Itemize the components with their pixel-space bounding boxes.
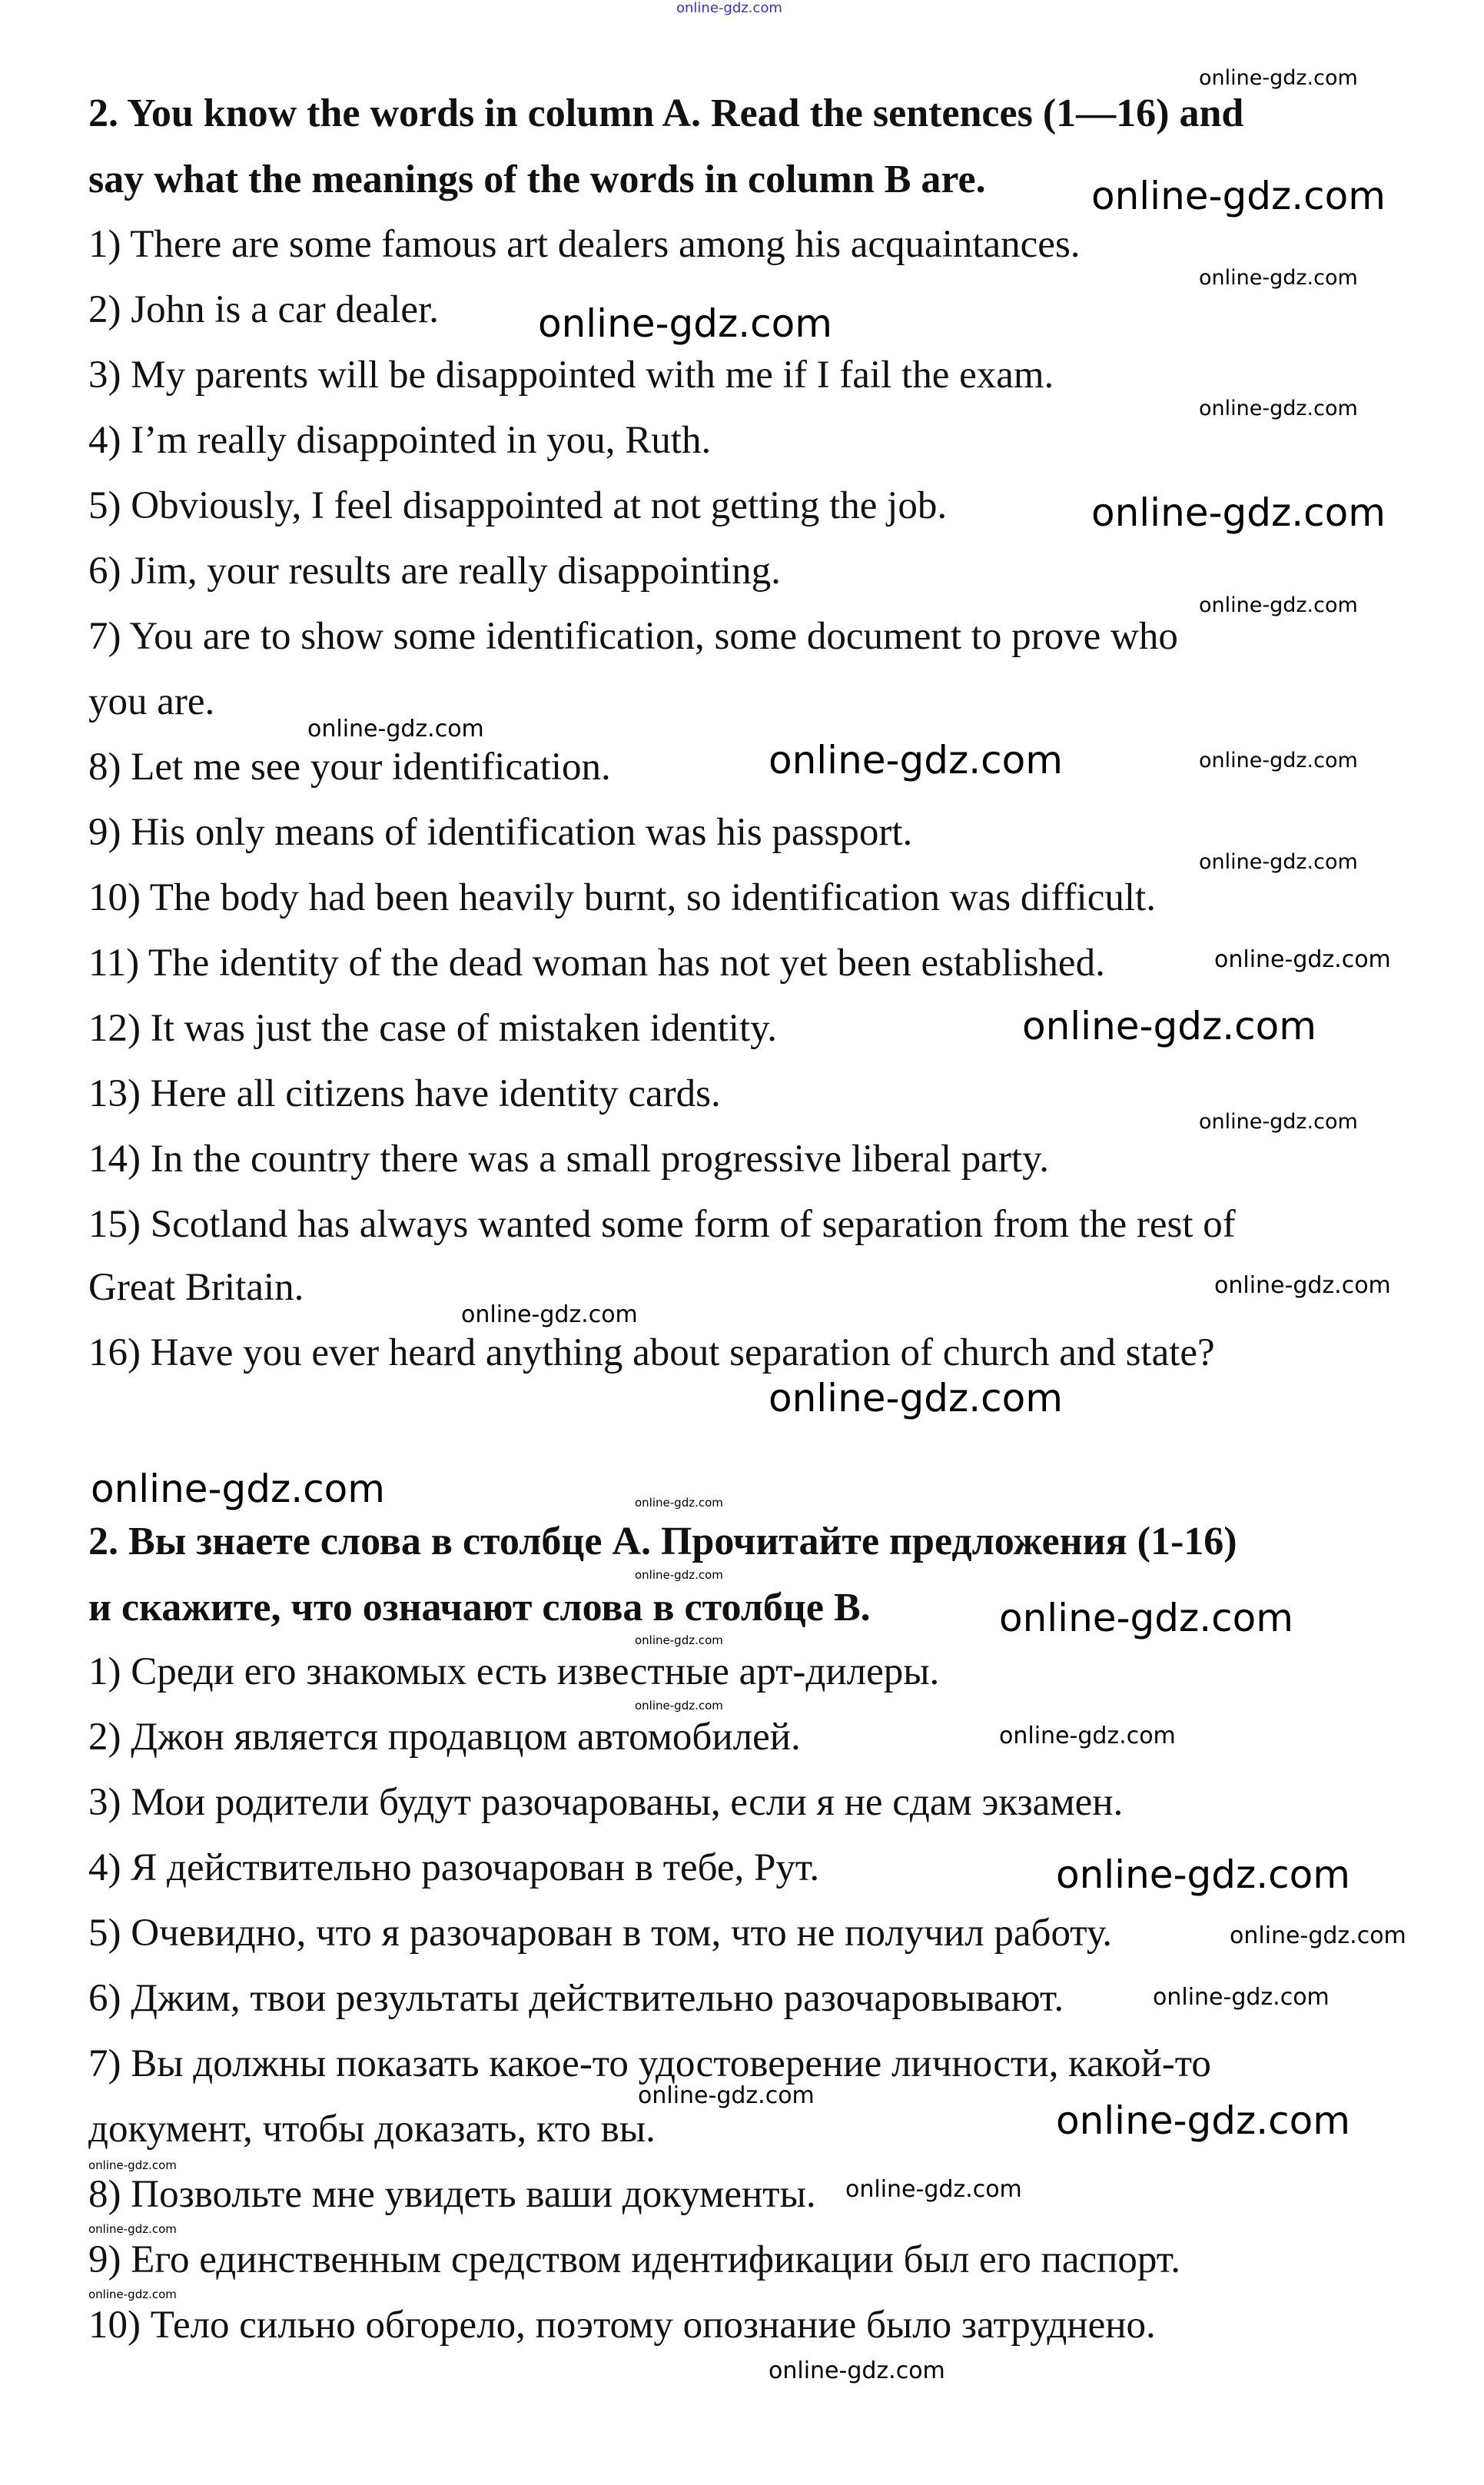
english-sentence: 10) The body had been heavily burnt, so identification was difficult. (88, 876, 1156, 919)
watermark: online-gdz.com (1022, 1004, 1316, 1048)
russian-sentence: 3) Мои родители будут разочарованы, если я не сдам экзамен. (88, 1781, 1124, 1824)
watermark: online-gdz.com (1199, 749, 1358, 772)
english-sentence: 14) In the country there was a small progressive liberal party. (88, 1138, 1050, 1181)
russian-sentence: 2) Джон является продавцом автомобилей. (88, 1716, 801, 1759)
watermark: online-gdz.com (635, 1699, 723, 1713)
english-sentence: 6) Jim, your results are really disappointing. (88, 550, 781, 593)
watermark: online-gdz.com (635, 1633, 723, 1647)
russian-heading-line-1: 2. Вы знаете слова в столбце А. Прочитайте предложения (1-16) (88, 1520, 1237, 1563)
watermark: online-gdz.com (1199, 266, 1358, 290)
russian-sentence: 4) Я действительно разочарован в тебе, Рут. (88, 1846, 820, 1889)
russian-sentence: 7) Вы должны показать какое-то удостоверение личности, какой-то (88, 2042, 1211, 2085)
russian-sentence: 5) Очевидно, что я разочарован в том, что не получил работу. (88, 1912, 1113, 1955)
watermark: online-gdz.com (461, 1301, 638, 1328)
english-sentence: 9) His only means of identification was his passport. (88, 811, 913, 854)
russian-sentence: 9) Его единственным средством идентификации был его паспорт. (88, 2238, 1180, 2281)
watermark: online-gdz.com (538, 301, 832, 346)
russian-sentence: документ, чтобы доказать, кто вы. (88, 2108, 656, 2151)
watermark: online-gdz.com (635, 1568, 723, 1582)
watermark: online-gdz.com (1199, 66, 1358, 90)
watermark: online-gdz.com (1199, 850, 1358, 874)
watermark: online-gdz.com (635, 1496, 723, 1510)
watermark: online-gdz.com (1091, 490, 1386, 535)
watermark: online-gdz.com (1199, 397, 1358, 420)
english-sentence: 8) Let me see your identification. (88, 746, 611, 789)
english-sentence: Great Britain. (88, 1266, 304, 1309)
watermark: online-gdz.com (1091, 174, 1386, 218)
watermark: online-gdz.com (1214, 1272, 1391, 1299)
watermark: online-gdz.com (769, 2357, 945, 2384)
english-sentence: 3) My parents will be disappointed with me if I fail the exam. (88, 354, 1054, 397)
watermark: online-gdz.com (88, 2222, 177, 2236)
watermark: online-gdz.com (769, 738, 1063, 782)
watermark: online-gdz.com (845, 2176, 1022, 2203)
watermark: online-gdz.com (1056, 2098, 1350, 2143)
watermark: online-gdz.com (88, 2158, 177, 2172)
english-heading-line-2: say what the meanings of the words in column B are. (88, 158, 986, 201)
english-sentence: 15) Scotland has always wanted some form of separation from the rest of (88, 1203, 1236, 1246)
watermark: online-gdz.com (91, 1467, 385, 1511)
russian-sentence: 6) Джим, твои результаты действительно разочаровывают. (88, 1977, 1064, 2020)
english-sentence: 5) Obviously, I feel disappointed at not getting the job. (88, 484, 948, 527)
watermark: online-gdz.com (1199, 1110, 1358, 1134)
english-sentence: 13) Here all citizens have identity cards. (88, 1072, 721, 1115)
english-sentence: 1) There are some famous art dealers among his acquaintances. (88, 223, 1081, 266)
russian-sentence: 1) Среди его знакомых есть известные арт-дилеры. (88, 1650, 940, 1693)
watermark: online-gdz.com (769, 1376, 1063, 1420)
russian-sentence: 10) Тело сильно обгорело, поэтому опознание было затруднено. (88, 2304, 1156, 2347)
watermark: online-gdz.com (1230, 1922, 1406, 1949)
english-sentence: 12) It was just the case of mistaken identity. (88, 1007, 778, 1050)
watermark: online-gdz.com (1199, 593, 1358, 617)
english-sentence: 2) John is a car dealer. (88, 288, 439, 331)
english-heading-line-1: 2. You know the words in column A. Read the sentences (1—16) and (88, 91, 1244, 135)
watermark: online-gdz.com (88, 2287, 177, 2301)
watermark: online-gdz.com (1153, 1984, 1330, 2011)
english-sentence: 4) I’m really disappointed in you, Ruth. (88, 419, 712, 462)
english-sentence: 11) The identity of the dead woman has not yet been established. (88, 942, 1105, 985)
watermark: online-gdz.com (307, 716, 484, 743)
english-sentence: 16) Have you ever heard anything about separation of church and state? (88, 1331, 1215, 1374)
russian-sentence: 8) Позвольте мне увидеть ваши документы. (88, 2173, 816, 2216)
watermark: online-gdz.com (999, 1723, 1176, 1749)
watermark: online-gdz.com (1056, 1852, 1350, 1897)
russian-heading-line-2: и скажите, что означают слова в столбце В. (88, 1586, 871, 1630)
watermark: online-gdz.com (638, 2082, 815, 2109)
english-sentence: 7) You are to show some identification, some document to prove who (88, 615, 1178, 658)
english-sentence: you are. (88, 680, 215, 723)
watermark: online-gdz.com (999, 1596, 1293, 1640)
watermark-top: online-gdz.com (676, 0, 782, 16)
watermark: online-gdz.com (1214, 946, 1391, 973)
